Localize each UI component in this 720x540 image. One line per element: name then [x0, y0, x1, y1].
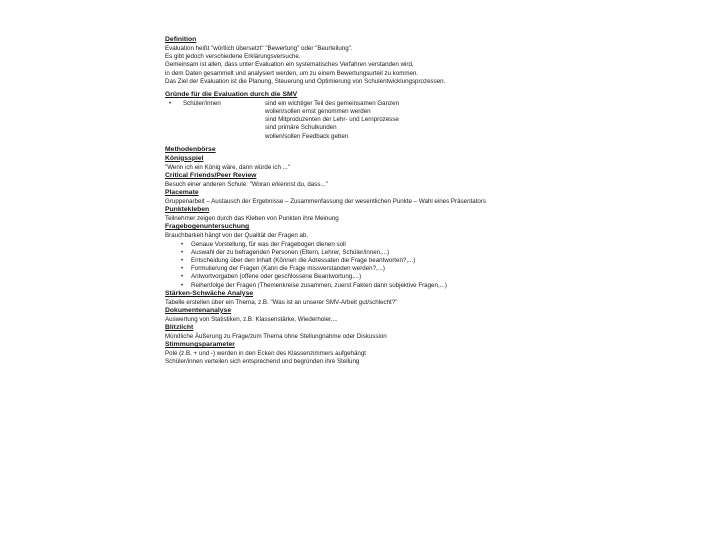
- method-title: Placemate: [165, 189, 199, 197]
- bullet-item: • Reihenfolge der Fragen (Themenkreise zusammen, zuerst Fakten dann subjektive Fragen,...): [181, 282, 575, 290]
- method-title: Stärken-Schwäche Analyse: [165, 289, 254, 297]
- method-text: "Wenn ich ein König wäre, dann würde ich ...": [165, 163, 291, 171]
- bullet-icon: •: [169, 99, 172, 107]
- definition-line: Es gibt jedoch verschiedene Erklärungsversuche.: [165, 53, 301, 61]
- definition-line: Gemeinsam ist allen, dass unter Evaluation ein systematisches Verfahren verstanden wird,: [165, 61, 414, 69]
- questionnaire-bullets: [165, 241, 575, 290]
- method-title: Punktekleben: [165, 206, 210, 214]
- method-text: Teilnehmer zeigen durch das Kleben von Punkten ihre Meinung: [165, 215, 339, 223]
- method-title: Dokumentenanalyse: [165, 306, 232, 314]
- reasons-heading: Gründe für die Evaluation durch die SMV: [165, 90, 298, 98]
- method-text: Schüler/innen verteilen sich entsprechend und begründen ihre Stellung: [165, 358, 360, 366]
- document-page: [165, 36, 575, 367]
- bullet-item: • Formulierung der Fragen (Kann die Frage missverstanden werden?,...): [181, 265, 575, 273]
- method-text: Tabelle erstellen über ein Thema, z.B. "Was ist an unserer SMV-Arbeit gut/schlecht?": [165, 298, 398, 306]
- bullet-item: • Antwortvorgaben (offene oder geschlossene Beantwortung,...): [181, 273, 575, 281]
- reason-item: sind ein wichtiger Teil des gemeinsamen Ganzen: [265, 99, 400, 107]
- definition-line: Evaluation heißt "wörtlich übersetzt" "Bewertung" oder "Beurteilung".: [165, 44, 353, 52]
- method-title: Königsspiel: [165, 154, 204, 162]
- definition-heading: Definition: [165, 36, 197, 43]
- bullet-item: • Entscheidung über den Inhalt (Können die Adressaten die Frage beantworten?,...): [181, 257, 575, 265]
- method-text: Gruppenarbeit – Austausch der Ergebnisse – Zusammenfassung der wesentlichen Punkte – Wahl eines Präsentators: [165, 198, 487, 206]
- method-text: Auswertung von Statistiken, z.B. Klassenstärke, Wiederholer,...: [165, 315, 338, 323]
- method-text: Pole (z.B. + und -) werden in den Ecken des Klassenzimmers aufgehängt: [165, 350, 367, 358]
- method-title: Critical Friends/Peer Review: [165, 171, 257, 179]
- method-text: Brauchbarkeit hängt von der Qualität der Fragen ab.: [165, 232, 309, 240]
- definition-line: Das Ziel der Evaluation ist die Planung, Steuerung und Optimierung von Schulentwicklungsprozessen.: [165, 77, 446, 85]
- method-title: Fragebogenuntersuchung: [165, 223, 250, 231]
- method-title: Blitzlicht: [165, 324, 194, 331]
- reasons-list: [165, 100, 575, 141]
- method-text: Mündliche Äußerung zu Frage/zum Thema ohne Stellungnahme oder Diskussion: [165, 332, 387, 340]
- reason-item: wollen/sollen ernst genommen werden: [265, 108, 371, 116]
- reason-item: sind Mitproduzenten der Lehr- und Lernprozesse: [265, 116, 399, 124]
- method-title: Stimmungsparameter: [165, 341, 235, 349]
- definition-line: in dem Daten gesammelt und analysiert werden, um zu einem Bewertungsurteil zu kommen.: [165, 69, 419, 77]
- reason-item: sind primäre Schulkunden: [265, 124, 337, 132]
- bullet-item: • Genaue Vorstellung, für was der Fragebogen dienen soll: [181, 241, 575, 249]
- methods-heading: Methodenbörse: [165, 145, 216, 153]
- bullet-item: • Auswahl der zu befragenden Personen (Eltern, Lehrer, Schüler/innen,...): [181, 249, 575, 257]
- reason-item: wollen/sollen Feedback geben: [265, 132, 349, 140]
- reasons-subject: Schüler/innen: [183, 99, 221, 107]
- method-text: Besuch einer anderen Schule: "Woran erkennst du, dass...": [165, 180, 328, 188]
